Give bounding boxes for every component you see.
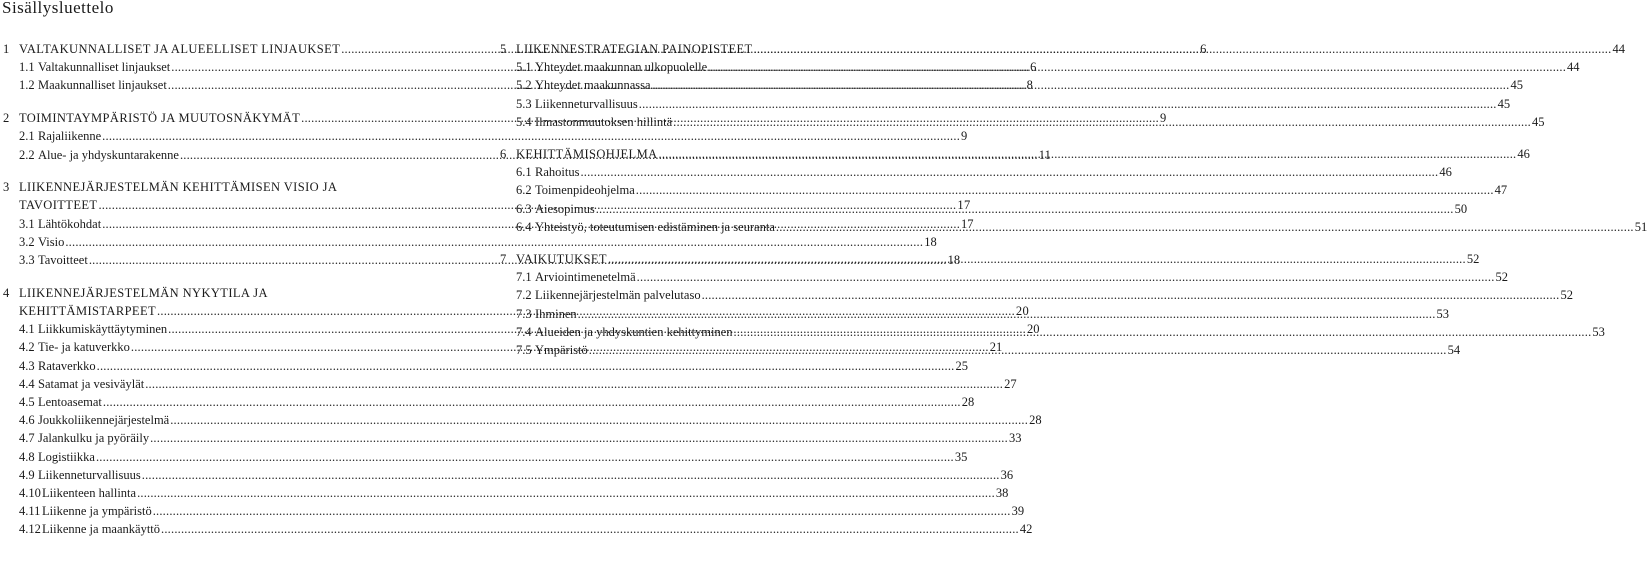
- toc-entry-heading[interactable]: [500, 40, 1625, 58]
- toc-entry-page: 28: [1029, 413, 1042, 428]
- toc-entry-label: LIIKENNESTRATEGIAN PAINOPISTEET: [516, 42, 753, 56]
- toc-entry-page: 18: [924, 234, 937, 249]
- toc-entry[interactable]: [500, 286, 1573, 304]
- toc-entry-number: 5.2: [516, 78, 532, 93]
- toc-entry[interactable]: [3, 429, 1022, 447]
- dot-leader: [145, 375, 1003, 393]
- toc-entry-page: 17: [961, 216, 974, 231]
- toc-entry-label: Yhteistyö, toteutumisen edistäminen ja seuranta: [535, 219, 775, 234]
- dot-leader: [652, 76, 1510, 94]
- toc-entry-label: Arviointimenetelmä: [535, 270, 636, 285]
- dot-leader: [103, 393, 961, 411]
- toc-entry-page: 47: [1494, 183, 1508, 198]
- toc-entry-number: 4.5: [19, 394, 35, 409]
- toc-entry[interactable]: [3, 127, 968, 145]
- section-gap: [3, 95, 463, 110]
- toc-entry-heading[interactable]: [500, 250, 1480, 268]
- section-gap: [500, 236, 964, 250]
- toc-entry[interactable]: [3, 357, 968, 375]
- toc-entry-label: KEHITTÄMISOHJELMA: [516, 147, 658, 162]
- toc-entry-label-continuation: TAVOITTEET: [19, 198, 98, 213]
- toc-entry-number: 4.9: [19, 467, 35, 482]
- toc-entry-page: 21: [989, 340, 1003, 355]
- toc-entry[interactable]: [500, 58, 1580, 76]
- dot-leader: [754, 40, 1612, 58]
- dot-leader: [734, 323, 1592, 341]
- toc-entry-label: VAIKUTUKSET: [516, 252, 607, 267]
- toc-entry-label: Liikenne ja maankäyttö: [42, 522, 161, 537]
- toc-entry-page: 20: [1015, 303, 1030, 318]
- dot-leader: [776, 218, 1634, 236]
- toc-entry-page: 44: [1567, 60, 1580, 75]
- toc-entry-label: Yhteydet maakunnassa: [535, 78, 651, 93]
- toc-entry-page: 9: [961, 129, 968, 144]
- toc-entry-label: Tie- ja katuverkko: [38, 340, 130, 355]
- toc-entry-number: 4.8: [19, 449, 35, 464]
- toc-entry-page: 44: [1612, 42, 1625, 56]
- toc-entry-number: 7.4: [516, 324, 532, 339]
- toc-entry-number: 6.2: [516, 183, 532, 198]
- toc-entry-label: Rahoitus: [535, 165, 580, 180]
- toc-entry[interactable]: [3, 520, 1033, 538]
- toc-entry-page: 54: [1447, 343, 1461, 358]
- toc-entry-label: Rajaliikenne: [38, 129, 102, 144]
- toc-entry-number: 5.4: [516, 114, 532, 129]
- toc-entry-number: 7.5: [516, 343, 532, 358]
- toc-entry-number: 7.2: [516, 288, 532, 303]
- toc-entry-label: VALTAKUNNALLISET JA ALUEELLISET LINJAUKSET: [19, 42, 341, 56]
- page-title: Sisällysluettelo: [2, 0, 114, 17]
- toc-entry-label: Satamat ja vesiväylät: [38, 376, 145, 391]
- toc-entry[interactable]: [500, 268, 1509, 286]
- toc-entry[interactable]: [3, 411, 1042, 429]
- toc-entry[interactable]: [500, 95, 1511, 113]
- toc-entry-number: 5.3: [516, 96, 532, 111]
- toc-entry-number: 6.4: [516, 219, 532, 234]
- toc-entry-page: 35: [954, 449, 968, 464]
- toc-entry-label: Liikenneturvallisuus: [38, 467, 141, 482]
- dot-leader: [97, 357, 955, 375]
- toc-entry[interactable]: [3, 393, 975, 411]
- toc-entry-number: 7: [500, 252, 507, 267]
- toc-entry-number: 6: [500, 147, 507, 162]
- toc-entry[interactable]: [3, 375, 1017, 393]
- toc-entry-number: 5: [500, 42, 507, 56]
- toc-entry-page: 46: [1517, 147, 1530, 162]
- dot-leader: [142, 466, 1000, 484]
- toc-entry-label: Jalankulku ja pyöräily: [38, 431, 150, 446]
- toc-entry-number: 3.1: [19, 216, 35, 231]
- toc-entry-page: 50: [1454, 201, 1468, 216]
- toc-entry-label: Liikennejärjestelmän palvelutaso: [535, 288, 701, 303]
- toc-entry-page: 8: [1026, 78, 1033, 93]
- toc-entry-number: 2: [3, 111, 10, 126]
- toc-entry-label: Ympäristö: [535, 343, 588, 358]
- toc-entry-page: 45: [1497, 96, 1511, 111]
- toc-entry[interactable]: [3, 233, 937, 251]
- toc-entry-number: 5.1: [516, 60, 532, 75]
- section-gap: [500, 131, 964, 145]
- section-gap: [3, 269, 463, 284]
- toc-entry-number: 4.1: [19, 322, 35, 337]
- dot-leader: [580, 163, 1438, 181]
- toc-entry-number: 2.2: [19, 147, 35, 162]
- toc-entry-page: 51: [1634, 219, 1647, 234]
- toc-entry-page: 42: [1019, 522, 1033, 537]
- toc-entry[interactable]: [3, 502, 1025, 520]
- toc-entry-number: 3: [3, 180, 10, 195]
- toc-entry-label: Toimenpideohjelma: [535, 183, 635, 198]
- toc-entry-page: 46: [1439, 165, 1452, 180]
- toc-entry-number: 3.3: [19, 253, 35, 268]
- toc-entry-page: 52: [1466, 252, 1480, 267]
- toc-entry[interactable]: [3, 484, 1009, 502]
- toc-entry[interactable]: [500, 181, 1508, 199]
- toc-entry-label: Tavoitteet: [38, 253, 88, 268]
- toc-entry-label: Maakunnalliset linjaukset: [38, 78, 167, 93]
- toc-entry-page: 45: [1532, 114, 1545, 129]
- toc-entry-number: 2.1: [19, 129, 35, 144]
- toc-entry-number: 3.2: [19, 234, 35, 249]
- toc-entry-label: Ilmastonmuutoksen hillintä: [535, 114, 673, 129]
- toc-entry-page: 25: [955, 358, 968, 373]
- toc-entry-number: 1.2: [19, 78, 35, 93]
- dot-leader: [96, 448, 954, 466]
- toc-entry[interactable]: [3, 466, 1014, 484]
- toc-entry-number: 4.12: [19, 522, 41, 537]
- toc-entry-label: Alue- ja yhdyskuntarakenne: [38, 147, 179, 162]
- toc-entry-label: TOIMINTAYMPÄRISTÖ JA MUUTOSNÄKYMÄT: [19, 111, 301, 126]
- dot-leader: [639, 95, 1497, 113]
- toc-entry-label: Valtakunnalliset linjaukset: [38, 60, 171, 75]
- dot-leader: [170, 411, 1028, 429]
- toc-entry-page: 33: [1008, 431, 1022, 446]
- toc-entry-label: Joukkoliikennejärjestelmä: [38, 413, 170, 428]
- toc-entry-page: 52: [1495, 270, 1509, 285]
- toc-entry-number: 1: [3, 42, 10, 56]
- dot-leader: [659, 145, 1517, 163]
- toc-entry-label: Lähtökohdat: [38, 216, 102, 231]
- toc-entry-number: 4.3: [19, 358, 35, 373]
- dot-leader: [637, 268, 1495, 286]
- toc-entry-label: Logistiikka: [38, 449, 95, 464]
- toc-entry[interactable]: [500, 76, 1523, 94]
- toc-entry-label: Liikenneturvallisuus: [535, 96, 638, 111]
- toc-entry-number: 6.3: [516, 201, 532, 216]
- toc-entry-page: 18: [947, 253, 961, 268]
- toc-entry-page: 27: [1004, 376, 1017, 391]
- toc-entry-label: Aiesopimus: [535, 201, 595, 216]
- toc-entry-label: Alueiden ja yhdyskuntien kehittyminen: [535, 324, 733, 339]
- dot-leader: [153, 502, 1011, 520]
- toc-entry-page: 11: [1038, 147, 1051, 162]
- dot-leader: [636, 181, 1494, 199]
- dot-leader: [608, 250, 1466, 268]
- toc-entry-label: Liikenne ja ympäristö: [42, 504, 152, 519]
- toc-entry-number: 4.6: [19, 413, 35, 428]
- toc-entry-heading[interactable]: [3, 178, 463, 196]
- dot-leader: [596, 200, 1454, 218]
- toc-entry-number: 4.2: [19, 340, 35, 355]
- toc-entry[interactable]: [3, 448, 968, 466]
- dot-leader: [137, 484, 995, 502]
- toc-entry-label: Visio: [38, 234, 65, 249]
- toc-entry-heading[interactable]: [3, 284, 463, 302]
- toc-entry-page: 9: [1160, 111, 1167, 126]
- toc-entry-page: 52: [1560, 288, 1573, 303]
- toc-entry-number: 4.11: [19, 504, 41, 519]
- toc-entry-page: 53: [1436, 306, 1450, 321]
- toc-entry-label: Lentoasemat: [38, 394, 102, 409]
- toc-entry-label: LIIKENNEJÄRJESTELMÄN NYKYTILA JA: [19, 285, 268, 300]
- section-gap: [3, 164, 463, 179]
- toc-entry-number: 4.10: [19, 485, 41, 500]
- toc-entry-page: 36: [1000, 467, 1014, 482]
- toc-entry-page: 53: [1592, 324, 1605, 339]
- dot-leader: [708, 58, 1566, 76]
- toc-entry-page: 6: [1200, 42, 1207, 56]
- toc-entry-label: Ihminen: [535, 306, 577, 321]
- toc-entry-number: 6.1: [516, 165, 532, 180]
- toc-entry-number: 4.7: [19, 431, 35, 446]
- dot-leader: [161, 520, 1019, 538]
- toc-entry-label: LIIKENNEJÄRJESTELMÄN KEHITTÄMISEN VISIO JA: [19, 180, 338, 195]
- toc-entry-page: 28: [961, 394, 975, 409]
- toc-entry-page: 6: [1030, 60, 1037, 75]
- toc-entry-page: 38: [995, 485, 1009, 500]
- toc-entry-number: 4: [3, 285, 10, 300]
- toc-entry-label: Rataverkko: [38, 358, 96, 373]
- dot-leader: [589, 341, 1447, 359]
- dot-leader: [150, 429, 1008, 447]
- dot-leader: [673, 113, 1531, 131]
- toc-entry-page: 39: [1011, 504, 1025, 519]
- toc-entry-label-continuation: KEHITTÄMISTARPEET: [19, 303, 157, 318]
- toc-entry-label: Liikkumiskäyttäytyminen: [38, 322, 168, 337]
- toc-entry-page: 45: [1510, 78, 1523, 93]
- toc-entry-page: 17: [957, 198, 971, 213]
- toc-entry[interactable]: [500, 113, 1545, 131]
- dot-leader: [702, 286, 1560, 304]
- toc-entry[interactable]: [500, 163, 1452, 181]
- toc-entry-number: 4.4: [19, 376, 35, 391]
- dot-leader: [578, 305, 1436, 323]
- toc-entry-label: Liikenteen hallinta: [42, 485, 137, 500]
- toc-entry-number: 7.3: [516, 306, 532, 321]
- toc-entry-page: 20: [1027, 322, 1040, 337]
- toc-entry-number: 7.1: [516, 270, 532, 285]
- toc-entry-number: 1.1: [19, 60, 35, 75]
- toc-entry-label: Yhteydet maakunnan ulkopuolelle: [535, 60, 708, 75]
